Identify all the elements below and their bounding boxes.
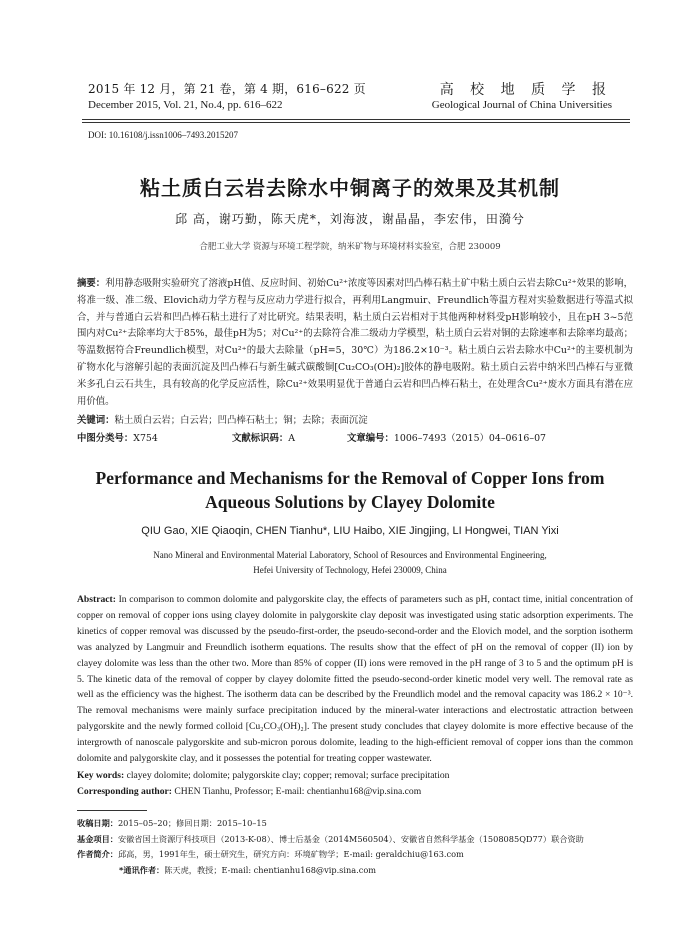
doc-code-label: 文献标识码： — [232, 433, 289, 444]
class-label: 中图分类号： — [77, 433, 134, 444]
en-abstract — [77, 592, 633, 767]
en-title-line2: Aqueous Solutions by Clayey Dolomite — [205, 492, 495, 512]
en-issue-info: December 2015, Vol. 21, No.4, pp. 616–622 — [88, 99, 283, 111]
en-affiliation-line2: Hefei University of Technology, Hefei 230009, China — [253, 564, 447, 575]
en-abstract-text: In comparison to common dolomite and palygorskite clay, the effects of parameters such as pH, contact time, initial concentration of copper on removal of copper ions using clayey dolomite in palygorskite clay deposit was investigated using static adsorption experiments. The kinetics of copper removal was discussed by the pseudo-first-order, the pseudo-second-order and the Elovich model, and the sorption isotherm was analyzed by Langmuir and Freundlich isotherm equations. The results show that the effect of pH on the removal of copper (II) ion by clayey dolomite was less than the other two. More than 85% of copper (II) ions were removed in the pH range of 3 to 5 and the optimum pH is 5. The kinetic data of the removal of copper by clayey dolomite fitted the pseudo-second-order kinetic model very well. The removal rate as well as the efficiency was the highest. The isotherm data can be described by the Freundlich model and the removal capacity was 186.2 × 10⁻³. The removal mechanisms were mainly surface precipitation induced by the mineral-water interactions and electrostatic attraction between palygorskite and the newly formed colloid [Cu₂CO₃(OH)₂]. The present study concludes that clayey dolomite is more effective because of the intergrowth of nanoscale palygorskite and sub-micron porous dolomite, leading to the high-efficient removal of copper ions than the common dolomite and palygorskite clay, and it possesses the potential for treating copper wastewater. — [77, 594, 633, 765]
en-abstract-label: Abstract: — [77, 594, 116, 605]
cn-abstract-label: 摘要： — [77, 278, 106, 289]
en-keywords-label: Key words: — [77, 770, 125, 781]
cn-keywords-text: 粘土质白云岩；白云岩；凹凸棒石粘土；铜；去除；表面沉淀 — [114, 415, 368, 426]
en-corr-text: CHEN Tianhu, Professor; E-mail: chentianhu168@vip.sina.com — [174, 786, 422, 797]
bio-label: 作者简介： — [77, 849, 118, 859]
en-keywords-text: clayey dolomite; dolomite; palygorskite clay; copper; removal; surface precipitation — [126, 770, 450, 781]
cn-abstract-text: 利用静态吸附实验研究了溶液pH值、反应时间、初始Cu²⁺浓度等因素对凹凸棒石粘土矿中粘土质白云岩去除Cu²⁺效果的影响，将准一级、准二级、Elovich动力学方程与反应动力学进行拟合，再利用Langmuir、Freundlich等温方程对实验数据进行等温式拟合，并与普通白云岩和凹凸棒石粘土进行了对比研究。结果表明，粘土质白云岩相对于其他两种材料受pH影响较小，且在pH 3~5范围内对Cu²⁺去除率均大于85%，最佳pH为5；对Cu²⁺的去除符合准二级动力学模型，粘土质白云岩对铜的去除速率和去除率均最高；等温数据符合Freundlich模型，对Cu²⁺的最大去除量（pH=5，30℃）为186.2×10⁻³。粘土质白云岩去除水中Cu²⁺的主要机制为矿物水化与溶解引起的表面沉淀及凹凸棒石与新生碱式碳酸铜[Cu₂CO₃(OH)₂]胶体的静电吸附。粘土质白云岩中纳米凹凸棒石与亚微米多孔白云石共生，具有较高的化学反应活性，除Cu²⁺效果明显优于普通白云岩和凹凸棒石粘土，在处理含Cu²⁺废水方面具有潜在应用价值。 — [77, 278, 633, 407]
footnote-rule — [77, 810, 147, 811]
bio-text: 邱高，男，1991年生，硕士研究生，研究方向：环境矿物学；E-mail: geraldchiu@163.com — [117, 849, 464, 859]
doc-code-value: A — [288, 433, 296, 444]
header-rule-thick — [82, 119, 630, 120]
fund-text: 安徽省国土资源厅科技项目（2013-K-08）、博士后基金（2014M560504）、安徽省自然科学基金（1508085QD77）联合资助 — [117, 833, 584, 844]
en-affiliation-line1: Nano Mineral and Environmental Material Laboratory, School of Resources and Environmental Engineering, — [153, 550, 547, 560]
en-title — [0, 466, 700, 514]
cn-journal-name: 高 校 地 质 学 报 — [439, 82, 612, 98]
en-journal-name: Geological Journal of China Universities — [431, 99, 612, 111]
cn-affiliation: 合肥工业大学 资源与环境工程学院，纳米矿物与环境材料实验室，合肥 230009 — [199, 242, 501, 252]
article-number-value: 1006–7493（2015）04–0616–07 — [393, 433, 546, 444]
en-title-line1: Performance and Mechanisms for the Removal of Copper Ions from — [95, 468, 605, 488]
footnotes — [77, 816, 633, 878]
received-text: 2015–05–20；修回日期：2015–10–15 — [117, 818, 267, 828]
cn-issue-info: 2015 年 12 月，第 21 卷，第 4 期，616–622 页 — [88, 82, 366, 96]
fund-label: 基金项目： — [77, 833, 118, 844]
received-label: 收稿日期： — [77, 818, 118, 828]
cn-keywords — [77, 412, 368, 426]
cn-keywords-label: 关键词： — [77, 415, 115, 426]
footnote-received — [77, 816, 633, 832]
doi: DOI: 10.16108/j.issn1006–7493.2015207 — [88, 130, 239, 140]
class-value: X754 — [133, 433, 158, 444]
article-number-label: 文章编号： — [347, 433, 394, 444]
header-rule-thin — [82, 122, 630, 123]
en-authors: QIU Gao, XIE Qiaoqin, CHEN Tianhu*, LIU Haibo, XIE Jingjing, LI Hongwei, TIAN Yixi — [141, 525, 559, 537]
footnote-fund — [77, 832, 633, 848]
corr-label: *通讯作者： — [119, 864, 165, 875]
en-corresponding-author — [77, 786, 421, 797]
corr-text: 陈天虎，教授；E-mail: chentianhu168@vip.sina.com — [164, 864, 377, 875]
cn-authors: 邱 高，谢巧勤，陈天虎*，刘海波，谢晶晶，李宏伟，田漪兮 — [175, 212, 525, 226]
en-keywords — [77, 770, 449, 781]
footnote-corr — [77, 863, 633, 879]
en-affiliation — [0, 548, 700, 577]
en-corr-label: Corresponding author: — [77, 786, 172, 797]
cn-title: 粘土质白云岩去除水中铜离子的效果及其机制 — [140, 176, 560, 200]
footnote-bio — [77, 847, 633, 863]
cn-abstract — [77, 276, 633, 410]
